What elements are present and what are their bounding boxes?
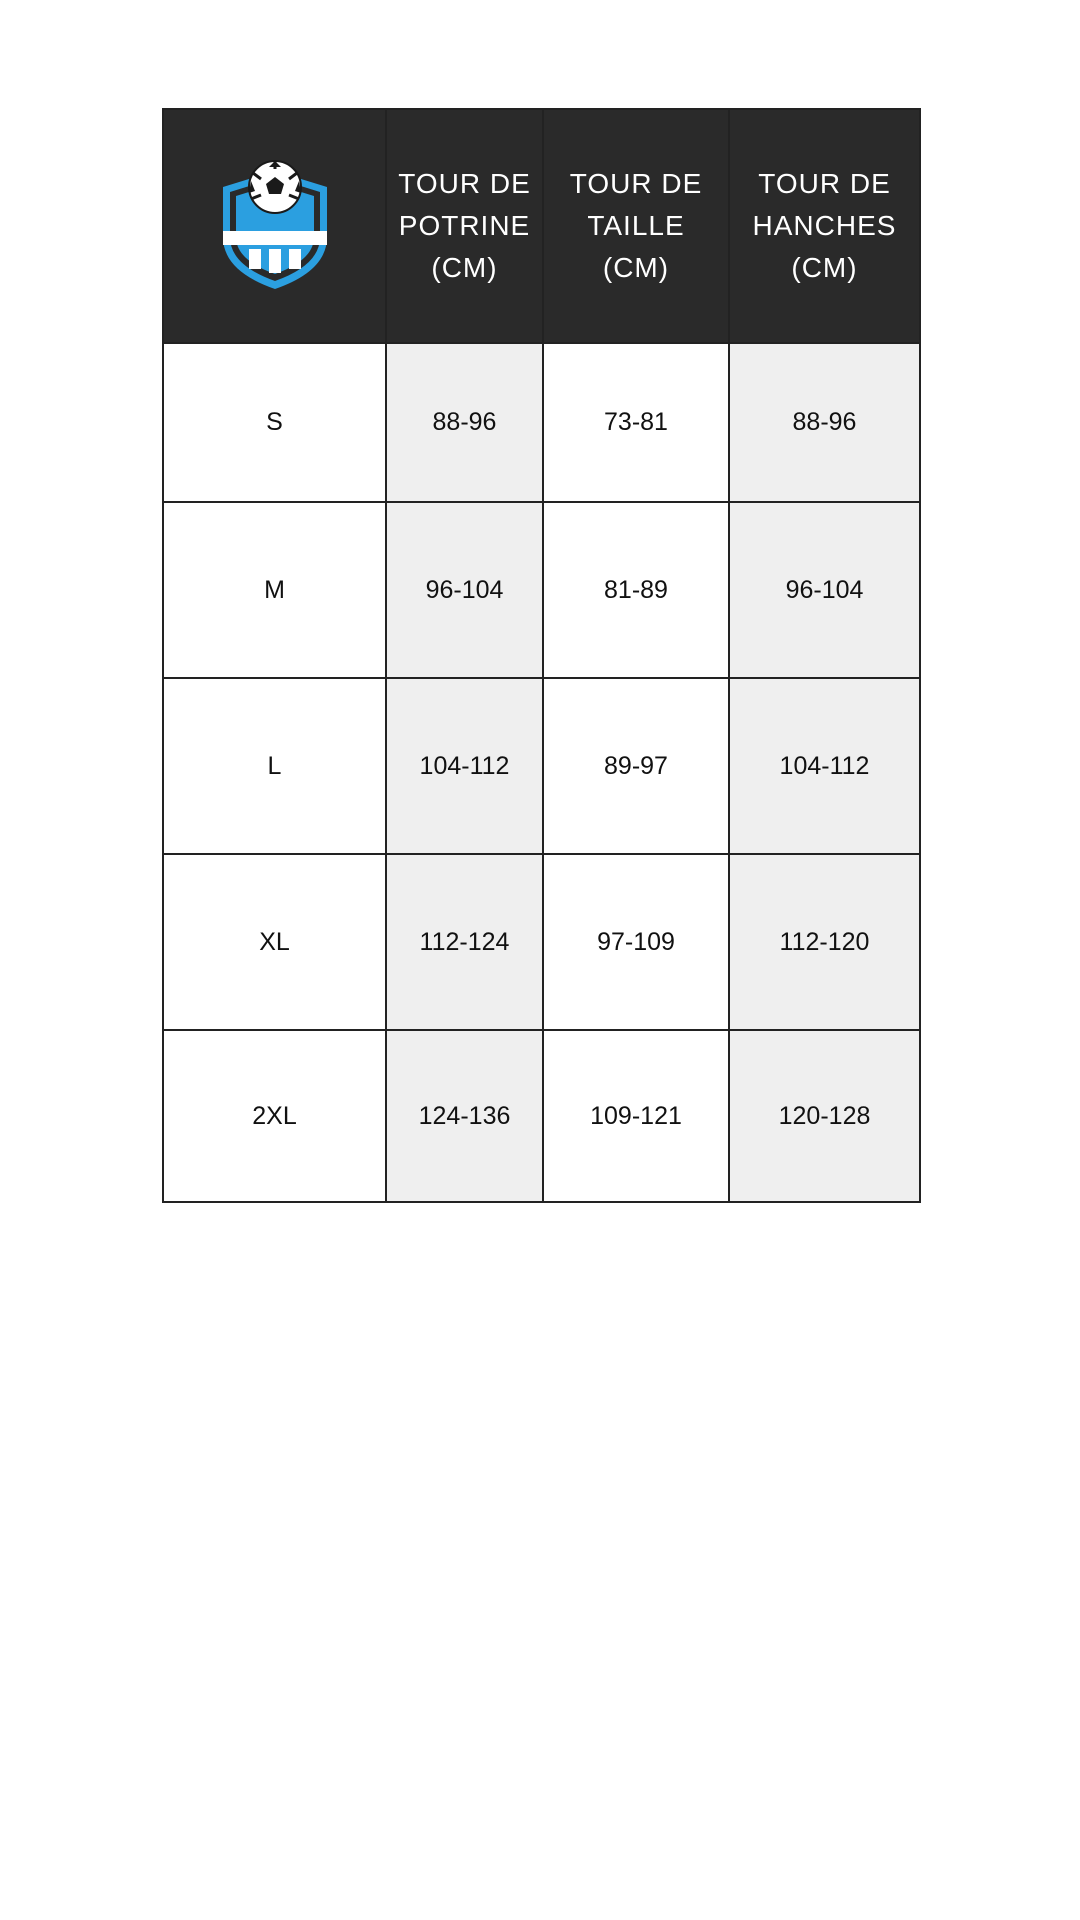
- chest-cell: 104-112: [386, 678, 543, 854]
- hips-cell: 96-104: [729, 502, 920, 678]
- table-row: [163, 854, 920, 1030]
- size-chart-table: [162, 108, 921, 1203]
- header-row: [163, 109, 920, 343]
- hips-cell: 120-128: [729, 1030, 920, 1202]
- header-waist: TOUR DE TAILLE (CM): [543, 109, 729, 343]
- size-cell: S: [163, 343, 386, 502]
- waist-cell: 81-89: [543, 502, 729, 678]
- soccer-ball-shield-icon: [215, 159, 335, 293]
- waist-cell: 73-81: [543, 343, 729, 502]
- hips-cell: 88-96: [729, 343, 920, 502]
- table-row: [163, 1030, 920, 1202]
- waist-cell: 109-121: [543, 1030, 729, 1202]
- header-chest: TOUR DE POTRINE (CM): [386, 109, 543, 343]
- table-row: [163, 678, 920, 854]
- chest-cell: 96-104: [386, 502, 543, 678]
- waist-cell: 89-97: [543, 678, 729, 854]
- size-cell: M: [163, 502, 386, 678]
- waist-cell: 97-109: [543, 854, 729, 1030]
- chest-cell: 112-124: [386, 854, 543, 1030]
- table-row: [163, 502, 920, 678]
- table-row: [163, 343, 920, 502]
- chest-cell: 88-96: [386, 343, 543, 502]
- size-cell: 2XL: [163, 1030, 386, 1202]
- hips-cell: 112-120: [729, 854, 920, 1030]
- header-hips: TOUR DE HANCHES (CM): [729, 109, 920, 343]
- size-cell: L: [163, 678, 386, 854]
- hips-cell: 104-112: [729, 678, 920, 854]
- size-cell: XL: [163, 854, 386, 1030]
- chest-cell: 124-136: [386, 1030, 543, 1202]
- logo-cell: [163, 109, 386, 343]
